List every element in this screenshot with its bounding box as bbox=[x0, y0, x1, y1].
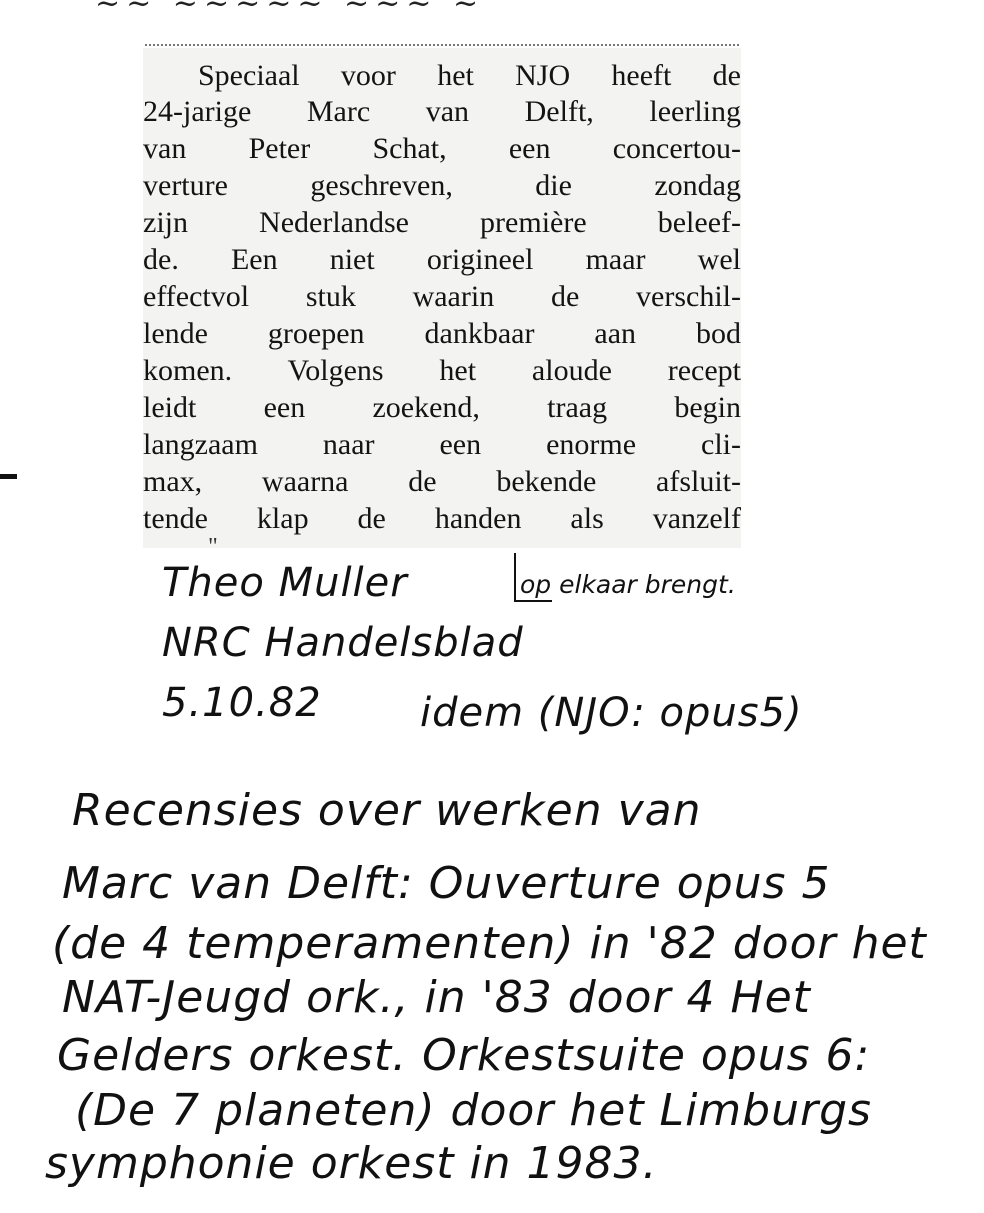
margin-mark bbox=[0, 474, 17, 479]
clipping-line: tende klap de handen als vanzelf bbox=[143, 502, 741, 535]
clipping-line: langzaam naar een enorme cli- bbox=[143, 428, 741, 461]
remark-line: NAT-Jeugd ork., in '83 door 4 Het bbox=[62, 972, 811, 1023]
handwritten-idem: idem (NJO: opus5) bbox=[420, 690, 803, 736]
insert-mark-vertical bbox=[514, 553, 516, 601]
clipping-line: leidt een zoekend, traag begin bbox=[143, 391, 741, 424]
newspaper-clipping bbox=[143, 48, 741, 548]
clipping-line: zijn Nederlandse première beleef- bbox=[143, 206, 741, 239]
insert-mark-horizontal bbox=[514, 600, 552, 602]
clipping-line: komen. Volgens het aloude recept bbox=[143, 354, 741, 387]
remark-line: (de 4 temperamenten) in '82 door het bbox=[52, 918, 927, 969]
clipping-line: 24-jarige Marc van Delft, leerling bbox=[143, 95, 741, 128]
remark-line: symphonie orkest in 1983. bbox=[45, 1138, 658, 1189]
handwritten-newspaper: NRC Handelsblad bbox=[162, 620, 524, 666]
clipping-line: Speciaal voor het NJO heeft de bbox=[198, 59, 741, 92]
clipping-line: max, waarna de bekende afsluit- bbox=[143, 465, 741, 498]
remark-line: Recensies over werken van bbox=[72, 785, 702, 836]
handwritten-author: Theo Muller bbox=[162, 560, 408, 606]
handwritten-note: op elkaar brengt. bbox=[520, 570, 736, 599]
remark-line: Marc van Delft: Ouverture opus 5 bbox=[62, 858, 831, 909]
clipping-line: lende groepen dankbaar aan bod bbox=[143, 317, 741, 350]
clipping-line: effectvol stuk waarin de verschil- bbox=[143, 280, 741, 313]
cropped-handwriting-top: ~~ ~~~~~ ~~~ ~ bbox=[95, 0, 485, 21]
handwritten-date: 5.10.82 bbox=[162, 680, 322, 726]
remark-line: (De 7 planeten) door het Limburgs bbox=[75, 1085, 872, 1136]
clipping-line: verture geschreven, die zondag bbox=[143, 169, 741, 202]
clipping-cut-tail: " bbox=[208, 534, 218, 560]
remark-line: Gelders orkest. Orkestsuite opus 6: bbox=[57, 1030, 871, 1081]
clipping-line: de. Een niet origineel maar wel bbox=[143, 243, 741, 276]
clipping-line: van Peter Schat, een concertou- bbox=[143, 132, 741, 165]
